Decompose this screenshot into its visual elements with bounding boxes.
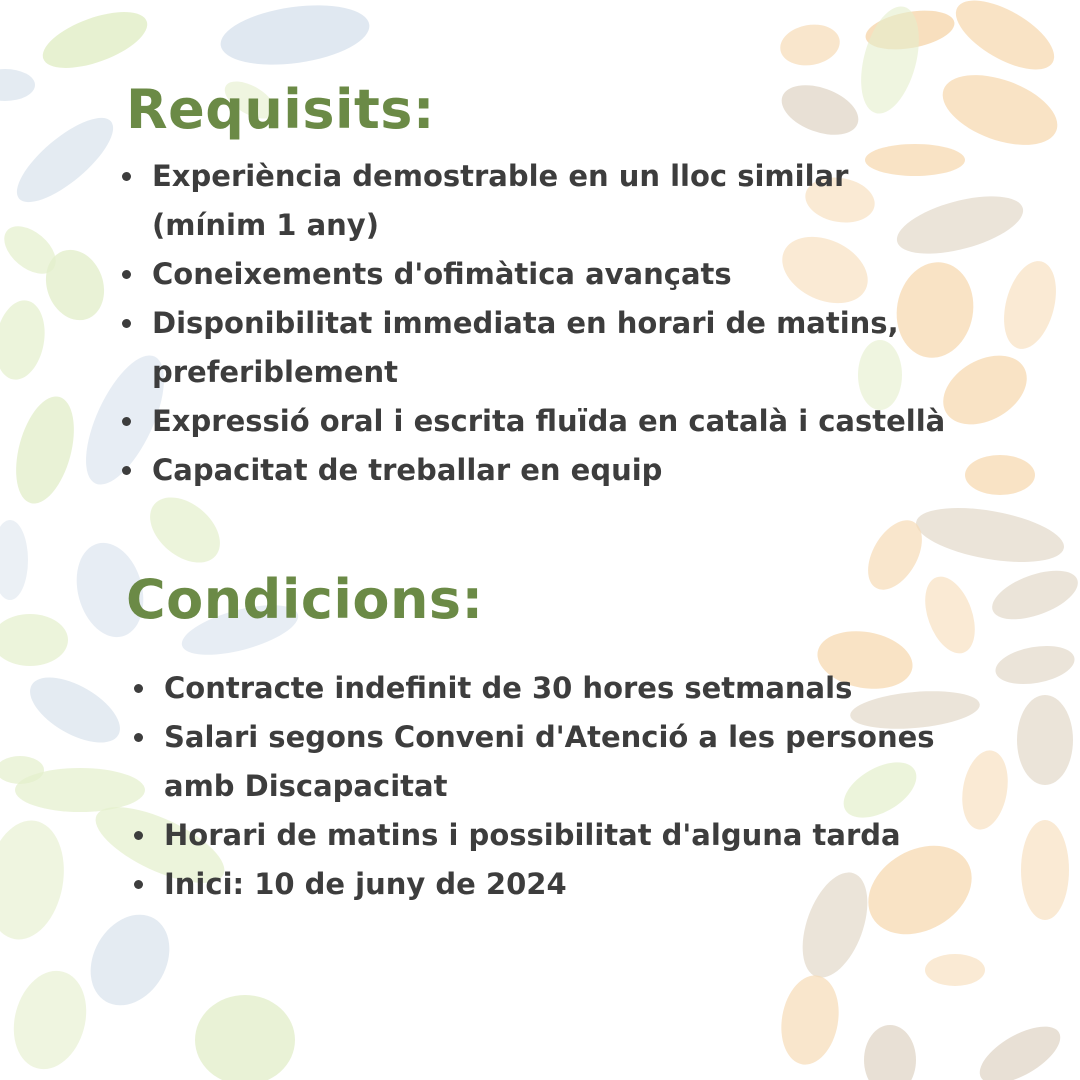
bullet-icon	[122, 417, 131, 426]
condicions-heading: Condicions:	[126, 568, 484, 631]
decorative-pebble	[992, 640, 1077, 689]
decorative-pebble	[0, 69, 35, 101]
decorative-pebble	[36, 1, 154, 80]
decorative-pebble	[775, 971, 846, 1069]
decorative-pebble	[1021, 820, 1069, 920]
decorative-pebble	[925, 954, 985, 986]
decorative-pebble	[15, 768, 145, 812]
bullet-icon	[134, 831, 143, 840]
decorative-pebble	[3, 963, 96, 1078]
decorative-pebble	[775, 76, 865, 145]
decorative-pebble	[933, 61, 1066, 158]
list-item-label: Horari de matins i possibilitat d'alguna tarda	[164, 818, 901, 852]
decorative-pebble	[5, 105, 125, 216]
requisits-list	[118, 152, 948, 495]
decorative-pebble	[986, 561, 1080, 629]
decorative-pebble	[945, 0, 1064, 83]
bullet-icon	[122, 172, 131, 181]
decorative-pebble	[916, 570, 985, 660]
decorative-pebble	[1017, 695, 1073, 785]
list-item	[130, 664, 960, 713]
list-item-label: Capacitat de treballar en equip	[152, 453, 663, 487]
decorative-pebble	[195, 995, 295, 1080]
list-item	[130, 713, 960, 811]
list-item-label: Salari segons Conveni d'Atenció a les persones amb Discapacitat	[164, 720, 935, 803]
list-item-label: Coneixements d'ofimàtica avançats	[152, 257, 732, 291]
list-item	[118, 299, 948, 397]
list-item-label: Inici: 10 de juny de 2024	[164, 867, 567, 901]
decorative-pebble	[0, 614, 68, 666]
bullet-icon	[122, 270, 131, 279]
decorative-pebble	[995, 255, 1065, 354]
decorative-pebble	[864, 1025, 916, 1080]
decorative-pebble	[138, 484, 233, 575]
decorative-pebble	[0, 296, 51, 383]
list-item-label: Disponibilitat immediata en horari de matins, preferiblement	[152, 306, 899, 389]
list-item-label: Contracte indefinit de 30 hores setmanals	[164, 671, 853, 705]
decorative-pebble	[956, 747, 1013, 833]
list-item	[118, 152, 948, 250]
bullet-icon	[134, 880, 143, 889]
list-item	[118, 446, 948, 495]
list-item	[118, 250, 948, 299]
decorative-pebble	[217, 0, 373, 73]
decorative-pebble	[0, 814, 73, 945]
decorative-pebble	[971, 1015, 1069, 1080]
list-item	[130, 811, 960, 860]
requisits-heading: Requisits:	[126, 78, 436, 141]
condicions-list	[130, 664, 960, 909]
decorative-pebble	[6, 390, 85, 510]
bullet-icon	[122, 466, 131, 475]
list-item-label: Experiència demostrable en un lloc similar (mínim 1 any)	[152, 159, 849, 242]
list-item-label: Expressió oral i escrita fluïda en català i castellà	[152, 404, 946, 438]
decorative-pebble	[75, 900, 185, 1019]
decorative-pebble	[0, 520, 28, 600]
bullet-icon	[134, 684, 143, 693]
decorative-pebble	[20, 664, 131, 756]
list-item	[118, 397, 948, 446]
bullet-icon	[134, 733, 143, 742]
bullet-icon	[122, 319, 131, 328]
decorative-pebble	[912, 498, 1068, 571]
decorative-pebble	[965, 455, 1035, 495]
list-item	[130, 860, 960, 909]
decorative-pebble	[777, 20, 843, 70]
